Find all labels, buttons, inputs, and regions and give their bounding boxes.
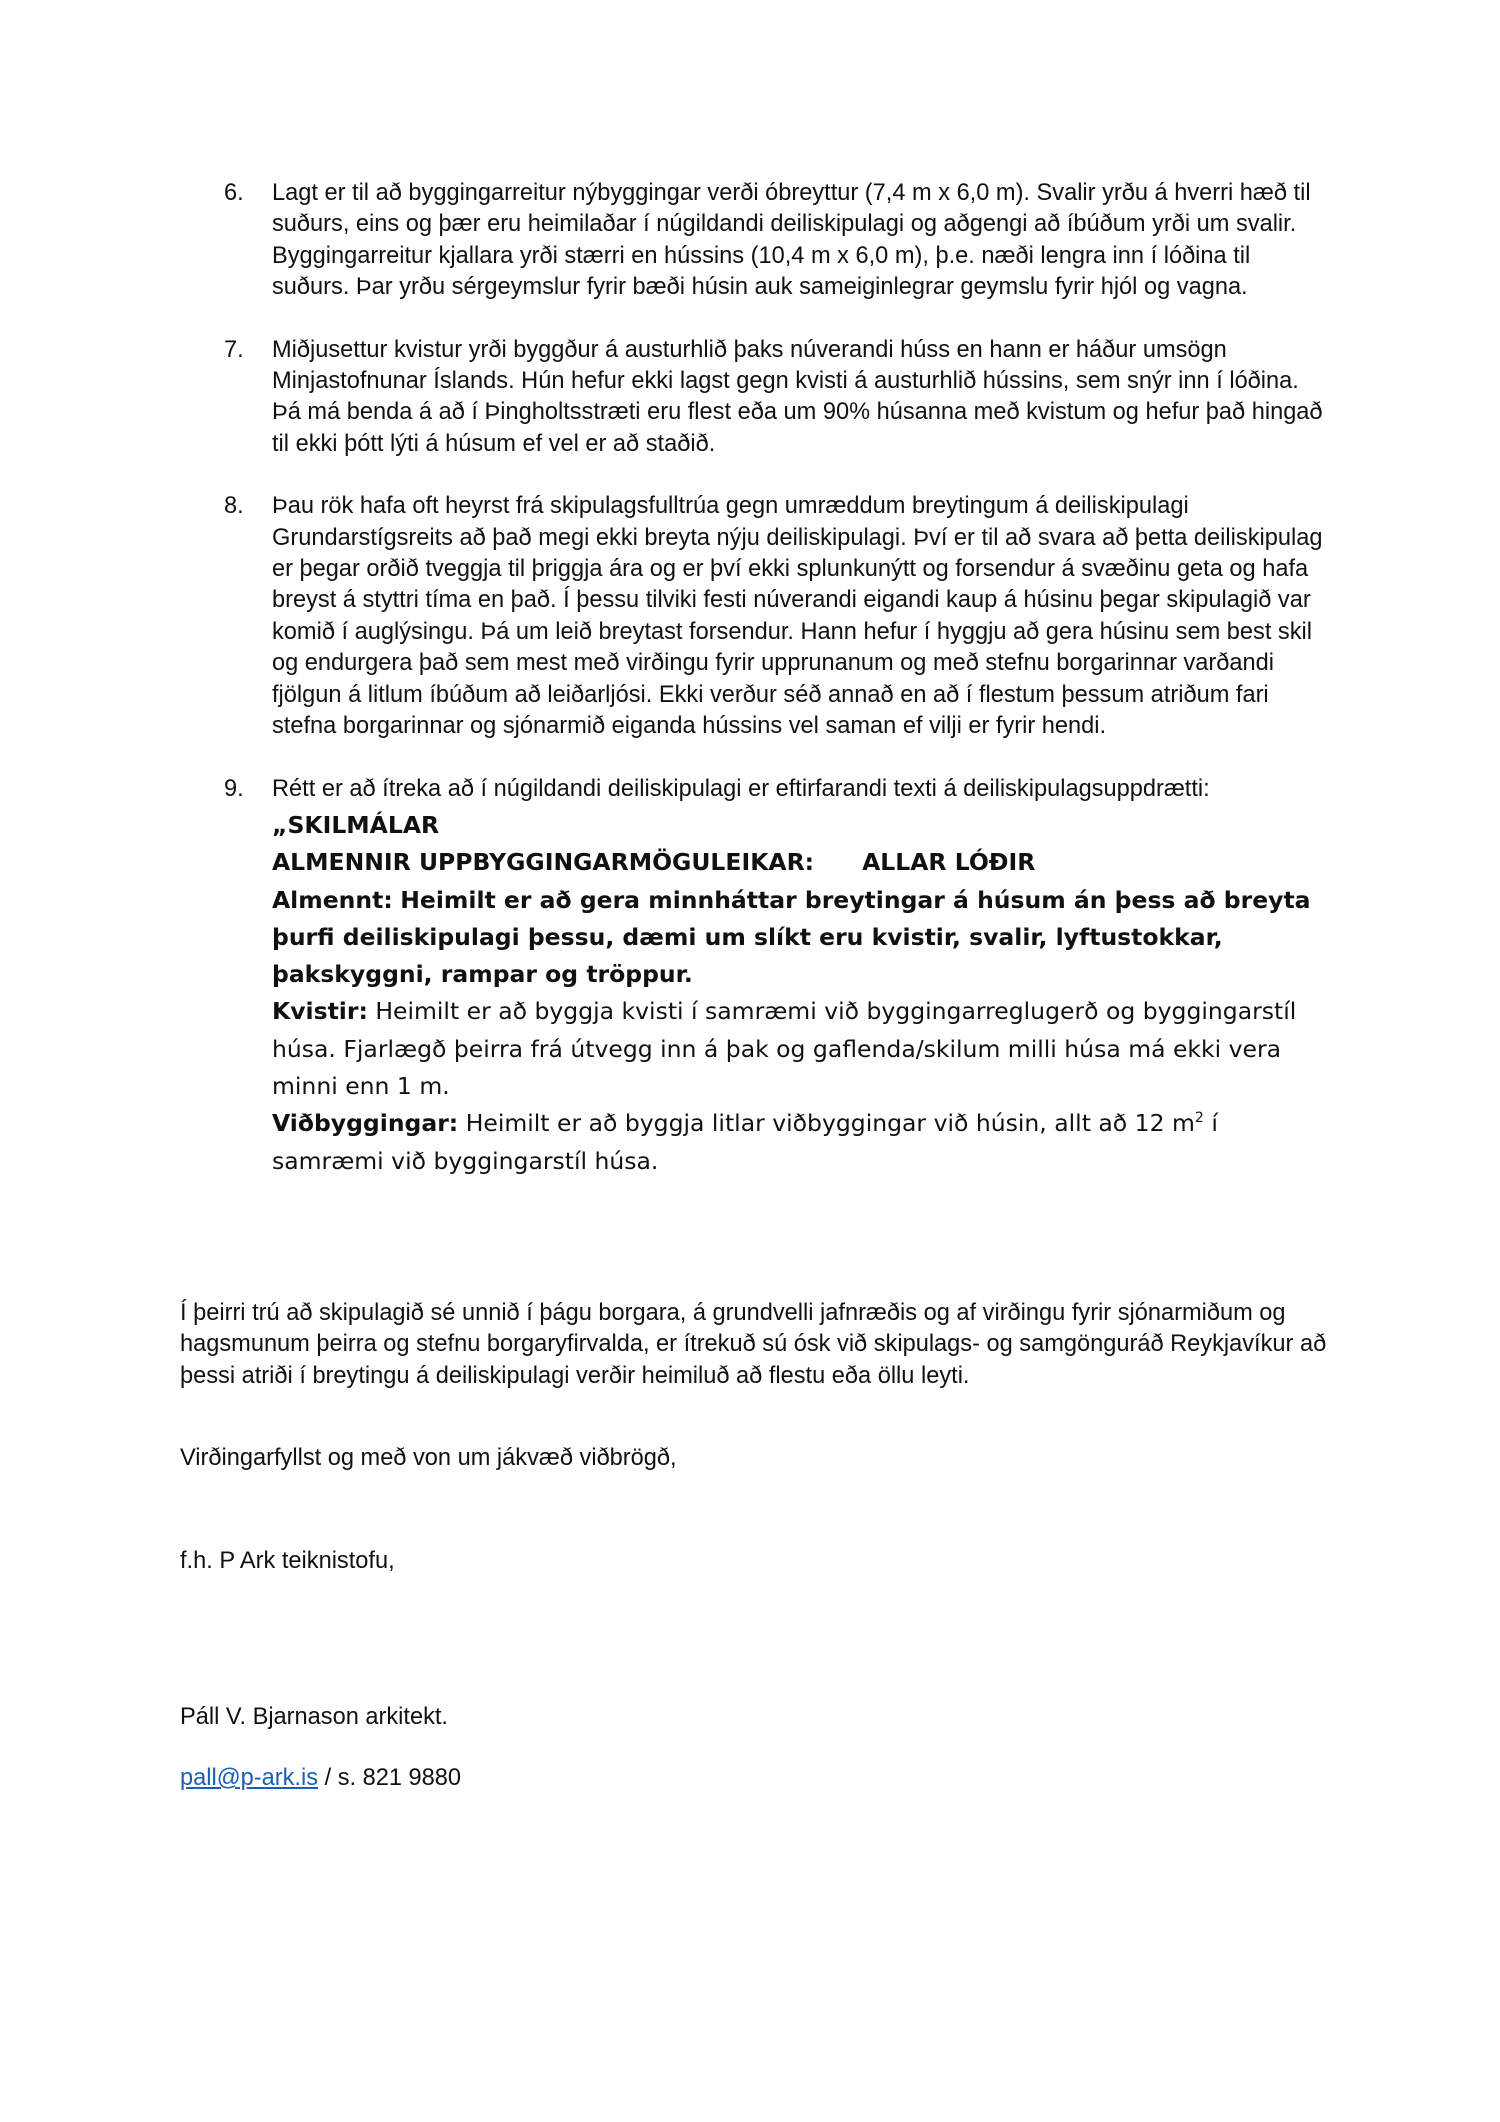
on-behalf-line: f.h. P Ark teiknistofu, [180, 1548, 395, 1574]
list-item-text: Þau rök hafa oft heyrst frá skipulagsfulltrúa gegn umræddum breytingum á deiliskipulagi Grundarstígsreits að það megi ekki breyta nýju deiliskipulagi. Því er til að svara að þetta deiliskipulag er þegar orðið tveggja til þriggja ára og er því ekki splunkunýtt og forsendur á svæðinu geta og hafa breyst á styttri tíma en það. Í þessu tilviki festi núverandi eigandi kaup á húsinu þegar skipulagið var komið í auglýsingu. Þá um leið breytast forsendur. Hann hefur í hyggju að gera húsinu sem best skil og endurgera það sem mest með virðingu fyrir upprunanum og með stefnu borgarinnar varðandi fjölgun á litlum íbúðum að leiðarljósi. Ekki verður séð annað en að í flestum þessum atriðum fari stefna borgarinnar og sjónarmið eiganda hússins vel saman ef vilji er fyrir hendi. [272, 493, 1323, 740]
list-item [180, 774, 1330, 1180]
quote-general-paragraph [272, 882, 1330, 994]
list-item-text: Miðjusettur kvistur yrði byggður á austurhlið þaks núverandi húss en hann er háður umsögn Minjastofnunar Íslands. Hún hefur ekki lagst gegn kvisti á austurhlið hússins, sem snýr inn í lóðina. Þá má benda á að í Þingholtsstræti eru flest eða um 90% húsanna með kvistum og hefur það hingað til ekki þótt lýti á húsum ef vel er að staðið. [272, 336, 1323, 457]
quote-heading: „SKILMÁLAR [272, 810, 440, 839]
regards-line: Virðingarfyllst og með von um jákvæð viðbrögð, [180, 1445, 677, 1471]
quote-extensions-text-end: í samræmi við byggingarstíl húsa. [272, 1109, 1218, 1175]
quote-general-label: Almennt: [272, 885, 393, 914]
contact-line [180, 1765, 461, 1792]
quoted-terms-block [272, 807, 1330, 1180]
quote-general-text: Heimilt er að gera minnháttar breytingar á húsum án þess að breyta þurfi deiliskipulagi þessu, dæmi um slíkt eru kvistir, svalir, lyftustokkar, þakskyggni, rampar og tröppur. [272, 885, 1311, 989]
list-item-number: 7. [224, 336, 244, 363]
quote-subheading-right: ALLAR LÓÐIR [862, 848, 1036, 877]
numbered-list [180, 178, 1330, 1180]
quote-subheading-left: ALMENNIR UPPBYGGINGARMÖGULEIKAR: [272, 848, 815, 877]
list-item-text: Rétt er að ítreka að í núgildandi deiliskipulagi er eftirfarandi texti á deiliskipulagsuppdrætti: [272, 775, 1210, 802]
quote-dormers-paragraph [272, 993, 1330, 1105]
list-item-number: 8. [224, 493, 244, 520]
quote-extensions-label: Viðbyggingar: [272, 1109, 459, 1138]
closing-paragraph: Í þeirri trú að skipulagið sé unnið í þágu borgara, á grundvelli jafnræðis og af virðingu fyrir sjónarmiðum og hagsmunum þeirra og stefnu borgaryfirvalda, er ítrekuð sú ósk við skipulags- og samgönguráð Reykjavíkur að þessi atriði í breytingu á deiliskipulagi verðir heimiluð að flestu eða öllu leyti. [180, 1300, 1327, 1389]
phone-text: / s. 821 9880 [318, 1765, 462, 1791]
signature-name: Páll V. Bjarnason arkitekt. [180, 1704, 448, 1730]
list-item-text: Lagt er til að byggingarreitur nýbyggingar verði óbreyttur (7,4 m x 6,0 m). Svalir yrðu á hverri hæð til suðurs, eins og þær eru heimilaðar í núgildandi deiliskipulagi og aðgengi að íbúðum yrði um svalir. Byggingarreitur kjallara yrði stærri en hússins (10,4 m x 6,0 m), þ.e. næði lengra inn í lóðina til suðurs. Þar yrðu sérgeymslur fyrir bæði húsin auk sameiginlegrar geymslu fyrir hjól og vagna. [272, 180, 1311, 301]
list-item [180, 491, 1330, 742]
list-item-number: 6. [224, 180, 244, 206]
quote-subheading [272, 844, 1330, 881]
quote-dormers-label: Kvistir: [272, 997, 368, 1026]
email-link[interactable]: pall@p-ark.is [180, 1765, 319, 1791]
quote-extensions-paragraph [272, 1105, 1330, 1180]
quote-dormers-text: Heimilt er að byggja kvisti í samræmi við byggingarreglugerð og byggingarstíl húsa. Fjarlægð þeirra frá útvegg inn á þak og gaflenda/skilum milli húsa má ekki vera minni enn 1 m. [272, 997, 1297, 1100]
list-item [180, 335, 1330, 461]
list-item-number: 9. [224, 775, 244, 802]
superscript-two: 2 [1194, 1110, 1204, 1127]
quote-extensions-text: Heimilt er að byggja litlar viðbyggingar við húsin, allt að 12 m [465, 1109, 1195, 1138]
list-item [180, 178, 1330, 304]
